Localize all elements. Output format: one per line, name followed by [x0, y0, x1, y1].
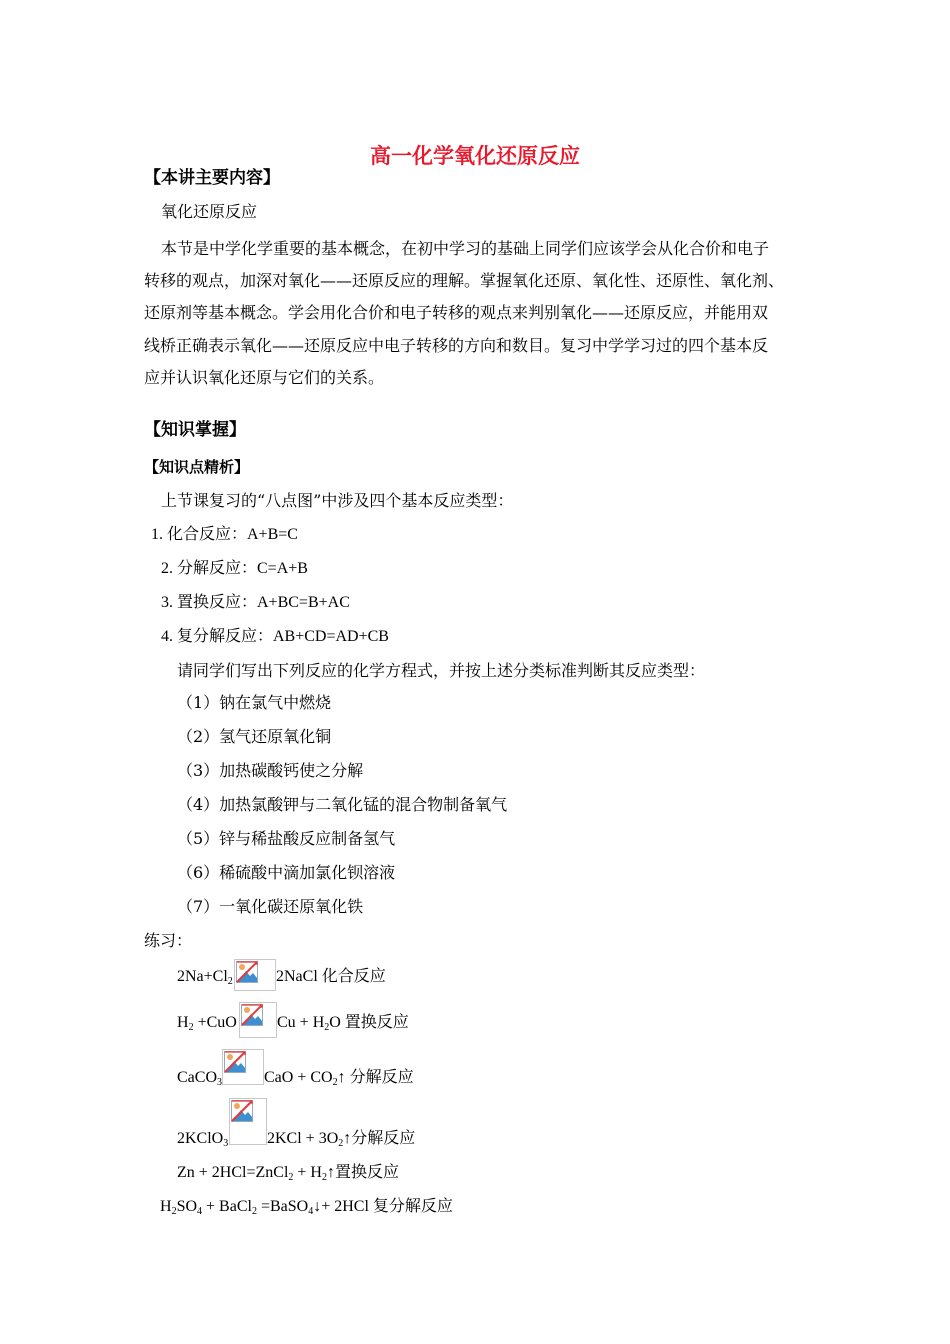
section-heading-knowledge: 【知识掌握】: [144, 420, 246, 440]
intro-line: 还原剂等基本概念。学会用化合价和电子转移的观点来判别氧化——还原反应，并能用双: [144, 303, 769, 323]
task-item: （5）锌与稀盐酸反应制备氢气: [177, 829, 396, 848]
task-item: （2）氢气还原氧化铜: [177, 727, 332, 746]
reaction-type-item: 2. 分解反应：C=A+B: [161, 560, 308, 577]
reaction-type-item: 4. 复分解反应：AB+CD=AD+CB: [161, 628, 389, 645]
section-heading-main-content: 【本讲主要内容】: [144, 168, 280, 188]
intro-line: 线桥正确表示氧化——还原反应中电子转移的方向和数目。复习中学学习过的四个基本反: [144, 335, 769, 355]
equation-3-right: CaO + $CO_2↑$ 分解反应: [264, 1069, 414, 1088]
equation-6: $H_2SO_4$ + BaCl$_2$ =BaSO$_4$↓+ 2HCl 复分解反应: [160, 1198, 453, 1217]
intro-paragraph: [144, 233, 814, 394]
equation-2-right: $Cu + H_2O$ 置换反应: [277, 1014, 409, 1033]
broken-image-icon: [241, 1004, 263, 1026]
equation-4-left: 2KClO$_3$: [177, 1130, 229, 1149]
task-instruction: 请同学们写出下列反应的化学方程式，并按上述分类标准判断其反应类型：: [177, 661, 706, 680]
equation-1-right: 2NaCl 化合反应: [276, 968, 386, 985]
task-item: （1）钠在氯气中燃烧: [177, 693, 332, 712]
task-item: （3）加热碳酸钙使之分解: [177, 761, 364, 780]
intro-line: 转移的观点，加深对氧化——还原反应的理解。掌握氧化还原、氧化性、还原性、氧化剂、: [144, 271, 785, 291]
equation-3-left: CaCO$_3$: [177, 1069, 222, 1088]
equation-2-left: $H_2 +CuO$: [177, 1014, 237, 1033]
equation-arrow-image: [229, 1098, 267, 1145]
broken-image-icon: [236, 961, 258, 983]
review-intro: 上节课复习的“八点图”中涉及四个基本反应类型：: [161, 491, 514, 510]
reaction-type-item: 3. 置换反应：A+BC=B+AC: [161, 594, 350, 611]
broken-image-icon: [224, 1051, 246, 1073]
equation-arrow-image: [222, 1049, 264, 1085]
task-item: （6）稀硫酸中滴加氯化钡溶液: [177, 863, 396, 882]
intro-line: 应并认识氧化还原与它们的关系。: [144, 367, 385, 387]
equation-arrow-image: [234, 959, 276, 991]
task-item: （4）加热氯酸钾与二氧化锰的混合物制备氧气: [177, 795, 508, 814]
broken-image-icon: [231, 1100, 253, 1122]
section-heading-analysis: 【知识点精析】: [144, 458, 250, 476]
equation-4-right: $2KCl + 3O_2↑$分解反应: [267, 1130, 416, 1149]
equation-arrow-image: [239, 1002, 277, 1038]
equation-1-left: $2Na+Cl_2$: [177, 968, 233, 987]
reaction-type-item: 1. 化合反应：A+B=C: [151, 526, 298, 543]
intro-line: 本节是中学化学重要的基本概念，在初中学习的基础上同学们应该学会从化合价和电子: [161, 239, 770, 258]
exercise-label: 练习：: [144, 931, 193, 950]
task-item: （7）一氧化碳还原氧化铁: [177, 897, 364, 916]
topic-text: 氧化还原反应: [161, 202, 258, 221]
page-title: 高一化学氧化还原反应: [370, 144, 580, 168]
equation-5: Zn + 2HCl=ZnCl$_2$ + $H_2↑$置换反应: [177, 1164, 399, 1183]
